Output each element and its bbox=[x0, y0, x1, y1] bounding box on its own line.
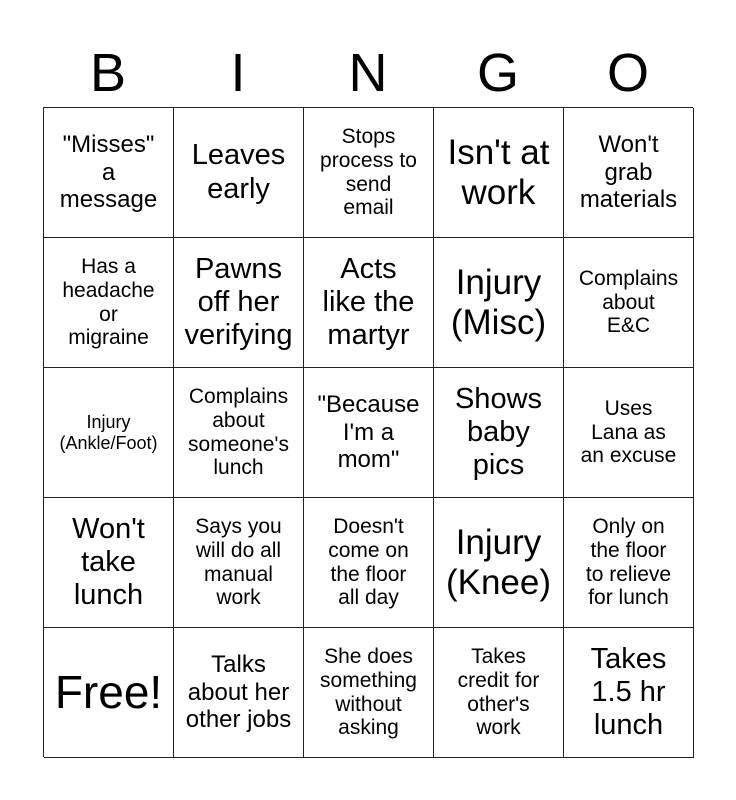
bingo-cell[interactable] bbox=[304, 238, 434, 368]
bingo-cell[interactable] bbox=[174, 498, 304, 628]
header-letter-g: G bbox=[476, 43, 519, 103]
bingo-free-cell[interactable] bbox=[44, 628, 174, 758]
bingo-cell[interactable] bbox=[434, 628, 564, 758]
cell-text: Complains about someone's lunch bbox=[188, 384, 289, 480]
bingo-board bbox=[43, 107, 693, 757]
cell-text: Doesn't come on the floor all day bbox=[328, 514, 409, 610]
bingo-cell[interactable] bbox=[564, 108, 694, 238]
cell-text: Leaves early bbox=[191, 139, 286, 205]
bingo-cell[interactable] bbox=[174, 628, 304, 758]
bingo-cell[interactable] bbox=[304, 628, 434, 758]
cell-text: Injury (Ankle/Foot) bbox=[59, 411, 158, 453]
cell-text: Injury (Knee) bbox=[445, 522, 552, 602]
cell-text: "Misses" a message bbox=[59, 131, 158, 214]
cell-text: Complains about E&C bbox=[578, 266, 679, 338]
bingo-cell[interactable] bbox=[304, 368, 434, 498]
bingo-cell[interactable] bbox=[304, 498, 434, 628]
cell-text: Won't grab materials bbox=[579, 131, 678, 214]
bingo-cell[interactable] bbox=[434, 498, 564, 628]
cell-text: She does something without asking bbox=[320, 644, 417, 740]
header-letter-n: N bbox=[348, 43, 388, 103]
header-letter-b: B bbox=[89, 43, 127, 103]
bingo-cell[interactable] bbox=[304, 108, 434, 238]
cell-text: Isn't at work bbox=[447, 132, 550, 212]
bingo-header bbox=[43, 40, 693, 106]
cell-text: Takes credit for other's work bbox=[457, 644, 540, 740]
header-letter-o: O bbox=[606, 43, 649, 103]
cell-text: Only on the floor to relieve for lunch bbox=[585, 514, 672, 610]
bingo-cell[interactable] bbox=[44, 498, 174, 628]
cell-text: Won't take lunch bbox=[72, 512, 145, 612]
bingo-cell[interactable] bbox=[434, 238, 564, 368]
bingo-cell[interactable] bbox=[44, 108, 174, 238]
bingo-cell[interactable] bbox=[564, 628, 694, 758]
bingo-cell[interactable] bbox=[44, 238, 174, 368]
bingo-cell[interactable] bbox=[174, 368, 304, 498]
bingo-cell[interactable] bbox=[434, 368, 564, 498]
cell-text: Talks about her other jobs bbox=[185, 651, 292, 734]
bingo-cell[interactable] bbox=[174, 238, 304, 368]
header-letter-i: I bbox=[230, 43, 246, 103]
cell-text: Has a headache or migraine bbox=[62, 254, 155, 350]
cell-text: Acts like the martyr bbox=[322, 252, 415, 352]
cell-text: Shows baby pics bbox=[454, 382, 543, 482]
bingo-cell[interactable] bbox=[44, 368, 174, 498]
cell-text: Says you will do all manual work bbox=[195, 514, 282, 610]
cell-text: Stops process to send email bbox=[320, 124, 417, 220]
cell-text: "Because I'm a mom" bbox=[317, 391, 420, 474]
bingo-cell[interactable] bbox=[174, 108, 304, 238]
cell-text: Uses Lana as an excuse bbox=[580, 396, 677, 468]
bingo-cell[interactable] bbox=[564, 498, 694, 628]
cell-text: Injury (Misc) bbox=[450, 262, 547, 342]
bingo-cell[interactable] bbox=[434, 108, 564, 238]
cell-text: Takes 1.5 hr lunch bbox=[590, 642, 667, 742]
cell-text: Pawns off her verifying bbox=[184, 252, 293, 352]
bingo-cell[interactable] bbox=[564, 238, 694, 368]
bingo-cell[interactable] bbox=[564, 368, 694, 498]
cell-text: Free! bbox=[54, 666, 163, 719]
